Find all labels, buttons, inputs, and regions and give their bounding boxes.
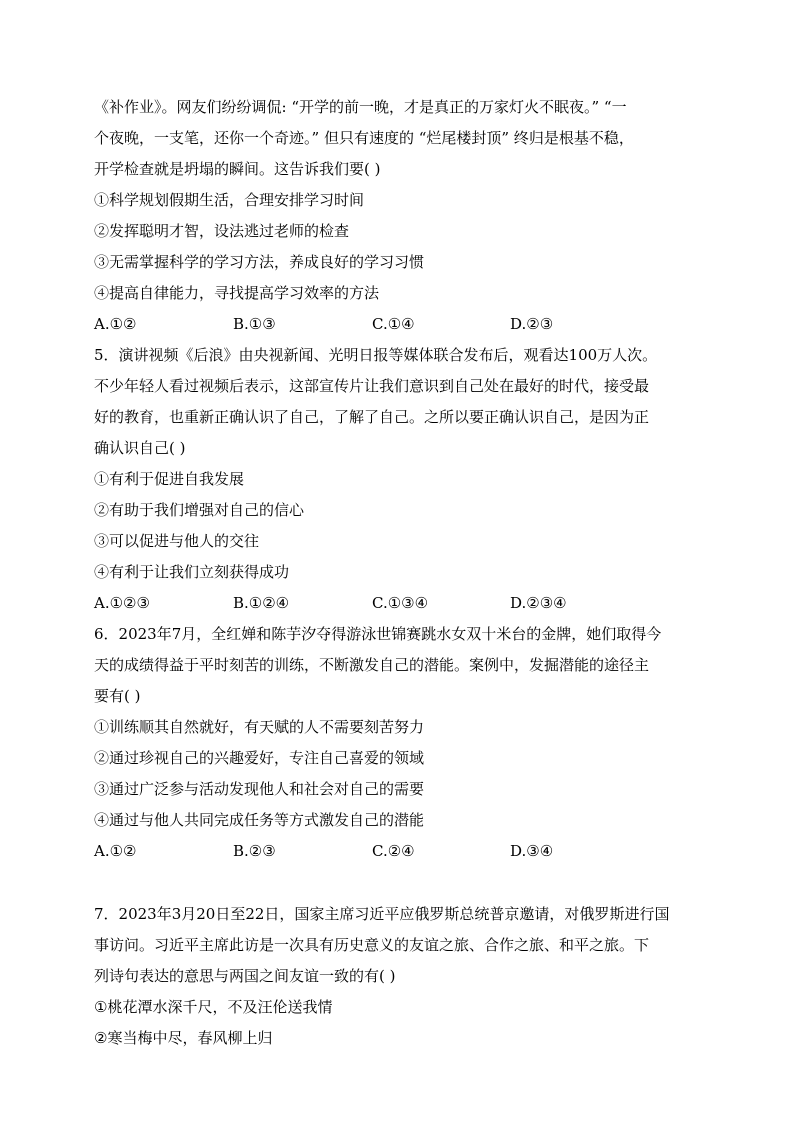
- question-4-item-1: ①科学规划假期生活，合理安排学习时间: [94, 191, 365, 209]
- question-5-item-3: ③可以促进与他人的交往: [94, 532, 260, 550]
- question-4-option-c[interactable]: C.①④: [372, 315, 415, 333]
- question-6-item-1: ①训练顺其自然就好，有天赋的人不需要刻苦努力: [94, 718, 425, 736]
- question-5-text-line-3: 好的教育，也重新正确认识了自己，了解了自己。之所以要正确认识自己，是因为正: [94, 408, 650, 426]
- question-6-option-b[interactable]: B.②③: [233, 842, 276, 860]
- question-5-item-1: ①有利于促进自我发展: [94, 470, 245, 488]
- question-6-text-line-2: 天的成绩得益于平时刻苦的训练，不断激发自己的潜能。案例中，发掘潜能的途径主: [94, 656, 650, 674]
- question-4-item-3: ③无需掌握科学的学习方法，养成良好的学习习惯: [94, 253, 425, 271]
- question-7-item-1: ①桃花潭水深千尺，不及汪伦送我情: [94, 998, 333, 1016]
- question-6-item-3: ③通过广泛参与活动发现他人和社会对自己的需要: [94, 780, 425, 798]
- question-4-option-b[interactable]: B.①③: [233, 315, 276, 333]
- question-4-item-4: ④提高自律能力，寻找提高学习效率的方法: [94, 284, 380, 302]
- question-5-text-line-2: 不少年轻人看过视频后表示，这部宣传片让我们意识到自己处在最好的时代，接受最: [94, 377, 650, 395]
- question-4-text-line-1: 《补作业》。网友们纷纷调侃: “开学的前一晚，才是真正的万家灯火不眠夜。” “一: [94, 98, 627, 116]
- question-6-text-line-3: 要有( ): [94, 687, 141, 705]
- question-4-option-d[interactable]: D.②③: [510, 315, 554, 333]
- question-6-option-d[interactable]: D.③④: [510, 842, 554, 860]
- question-5-item-2: ②有助于我们增强对自己的信心: [94, 501, 305, 519]
- question-6-item-2: ②通过珍视自己的兴趣爱好，专注自己喜爱的领域: [94, 749, 425, 767]
- question-5-options: [94, 593, 694, 613]
- question-5-text-line-1: 5．演讲视频《后浪》由央视新闻、光明日报等媒体联合发布后，观看达100万人次。: [94, 346, 658, 364]
- question-5-option-b[interactable]: B.①②④: [233, 594, 290, 612]
- question-7-text-line-2: 事访问。习近平主席此访是一次具有历史意义的友谊之旅、合作之旅、和平之旅。下: [94, 936, 650, 954]
- question-7-item-2: ②寒当梅中尽，春风柳上归: [94, 1029, 273, 1047]
- question-5-option-a[interactable]: A.①②③: [94, 594, 150, 612]
- question-4-option-a[interactable]: A.①②: [94, 315, 137, 333]
- question-4-text-line-3: 开学检查就是坍塌的瞬间。这告诉我们要( ): [94, 160, 381, 178]
- question-7-text-line-3: 列诗句表达的意思与两国之间友谊一致的有( ): [94, 967, 396, 985]
- question-6-text-line-1: 6．2023年7月，全红婵和陈芋汐夺得游泳世锦赛跳水女双十米台的金牌，她们取得今: [94, 625, 662, 643]
- question-5-option-c[interactable]: C.①③④: [372, 594, 429, 612]
- question-7-text-line-1: 7．2023年3月20日至22日，国家主席习近平应俄罗斯总统普京邀请，对俄罗斯进行国: [94, 905, 670, 923]
- question-6-option-c[interactable]: C.②④: [372, 842, 415, 860]
- question-6-item-4: ④通过与他人共同完成任务等方式激发自己的潜能: [94, 811, 425, 829]
- question-5-item-4: ④有利于让我们立刻获得成功: [94, 563, 290, 581]
- question-4-options: [94, 314, 694, 334]
- question-4-text-line-2: 个夜晚，一支笔，还你一个奇迹。” 但只有速度的 “烂尾楼封顶” 终归是根基不稳，: [94, 129, 634, 147]
- question-6-options: [94, 841, 694, 861]
- question-4-item-2: ②发挥聪明才智，设法逃过老师的检查: [94, 222, 350, 240]
- question-5-option-d[interactable]: D.②③④: [510, 594, 567, 612]
- question-5-text-line-4: 确认识自己( ): [94, 439, 186, 457]
- question-6-option-a[interactable]: A.①②: [94, 842, 137, 860]
